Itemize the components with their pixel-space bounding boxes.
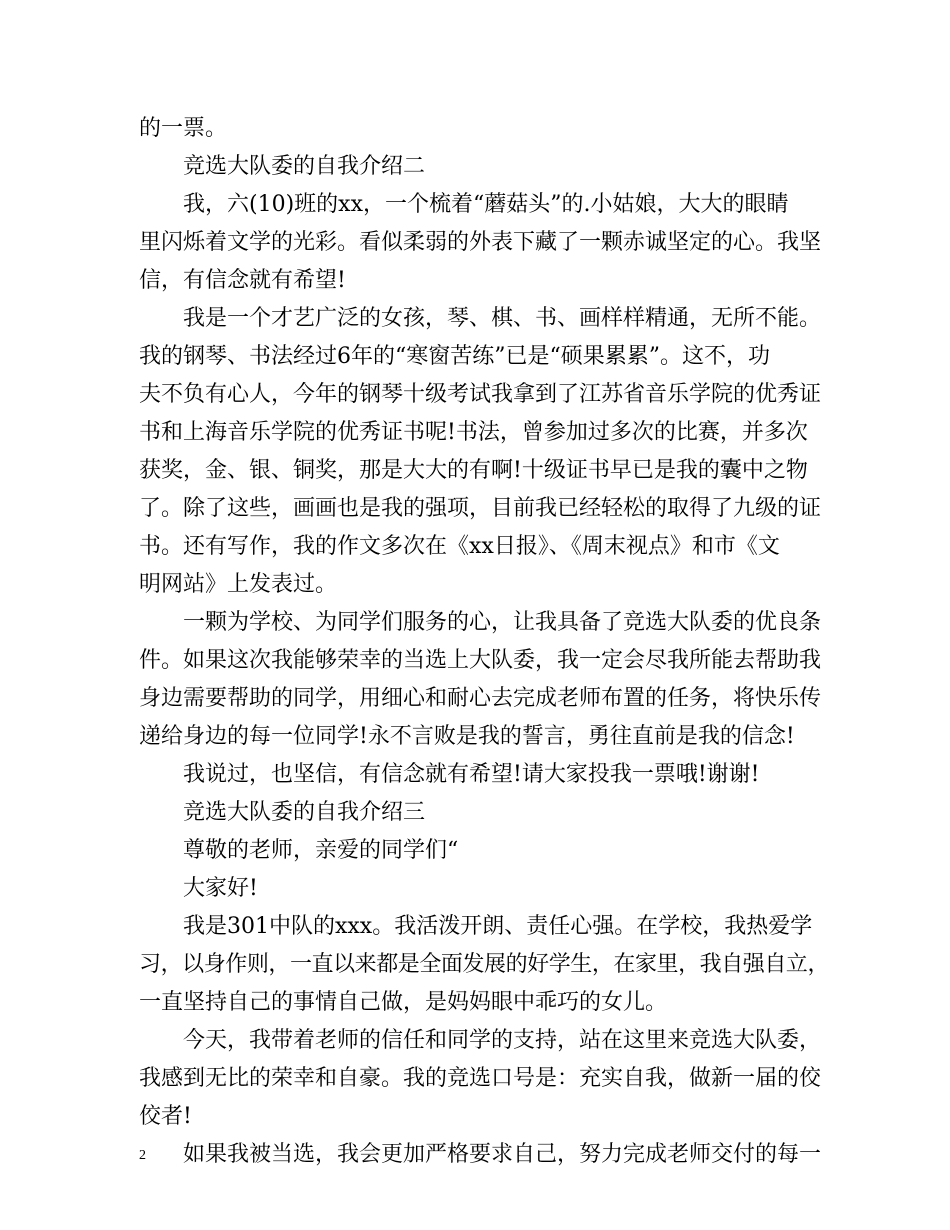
greeting-line: 尊敬的老师，亲爱的同学们“	[183, 838, 459, 863]
paragraph-line: 里闪烁着文学的光彩。看似柔弱的外表下藏了一颗赤诚坚定的心。我坚	[139, 230, 822, 255]
paragraph-line: 明网站》上发表过。	[139, 572, 338, 597]
paragraph-line: 我是301中队的xxx。我活泼开朗、责任心强。在学校，我热爱学	[183, 914, 813, 939]
paragraph-line: 习，以身作则，一直以来都是全面发展的好学生，在家里，我自强自立，	[139, 952, 830, 977]
paragraph-line: 递给身边的每一位同学!永不言败是我的誓言，勇往直前是我的信念!	[139, 724, 795, 749]
paragraph-line: 书。还有写作，我的作文多次在《xx日报》、《周末视点》和市《文	[139, 534, 780, 559]
paragraph-line: 信，有信念就有希望!	[139, 268, 346, 293]
paragraph-line: 我说过，也坚信，有信念就有希望!请大家投我一票哦!谢谢!	[183, 762, 760, 787]
paragraph-line: 如果我被当选，我会更加严格要求自己，努力完成老师交付的每一	[183, 1142, 822, 1167]
paragraph-line: 一直坚持自己的事情自己做，是妈妈眼中乖巧的女儿。	[139, 990, 668, 1015]
paragraph-line: 件。如果这次我能够荣幸的当选上大队委，我一定会尽我所能去帮助我	[139, 648, 822, 673]
paragraph-line: 获奖，金、银、铜奖，那是大大的有啊!十级证书早已是我的囊中之物	[139, 458, 808, 483]
paragraph-line: 夫不负有心人，今年的钢琴十级考试我拿到了江苏省音乐学院的优秀证	[139, 382, 822, 407]
section-heading: 竞选大队委的自我介绍三	[183, 800, 426, 825]
paragraph-line: 一颗为学校、为同学们服务的心，让我具备了竞选大队委的优良条	[183, 610, 822, 635]
paragraph-line: 我，六(10)班的xx，一个梳着“蘑菇头”的.小姑娘，大大的眼睛	[183, 192, 789, 217]
paragraph-line: 今天，我带着老师的信任和同学的支持，站在这里来竞选大队委，	[183, 1028, 822, 1053]
paragraph-line: 了。除了这些，画画也是我的强项，目前我已经轻松的取得了九级的证	[139, 496, 822, 521]
paragraph-line: 佼者!	[139, 1104, 192, 1129]
page-number: 2	[139, 1148, 146, 1163]
paragraph-line: 我是一个才艺广泛的女孩，琴、棋、书、画样样精通，无所不能。	[183, 306, 822, 331]
paragraph-line: 的一票。	[139, 116, 228, 141]
paragraph-line: 身边需要帮助的同学，用细心和耐心去完成老师布置的任务，将快乐传	[139, 686, 822, 711]
document-body	[139, 110, 829, 1174]
greeting-line: 大家好!	[183, 876, 258, 901]
paragraph-line: 我感到无比的荣幸和自豪。我的竞选口号是：充实自我，做新一届的佼	[139, 1066, 822, 1091]
paragraph-line: 书和上海音乐学院的优秀证书呢!书法，曾参加过多次的比赛，并多次	[139, 420, 808, 445]
paragraph-line: 我的钢琴、书法经过6年的“寒窗苦练”已是“硕果累累”。这不，功	[139, 344, 770, 369]
section-heading: 竞选大队委的自我介绍二	[183, 154, 426, 179]
